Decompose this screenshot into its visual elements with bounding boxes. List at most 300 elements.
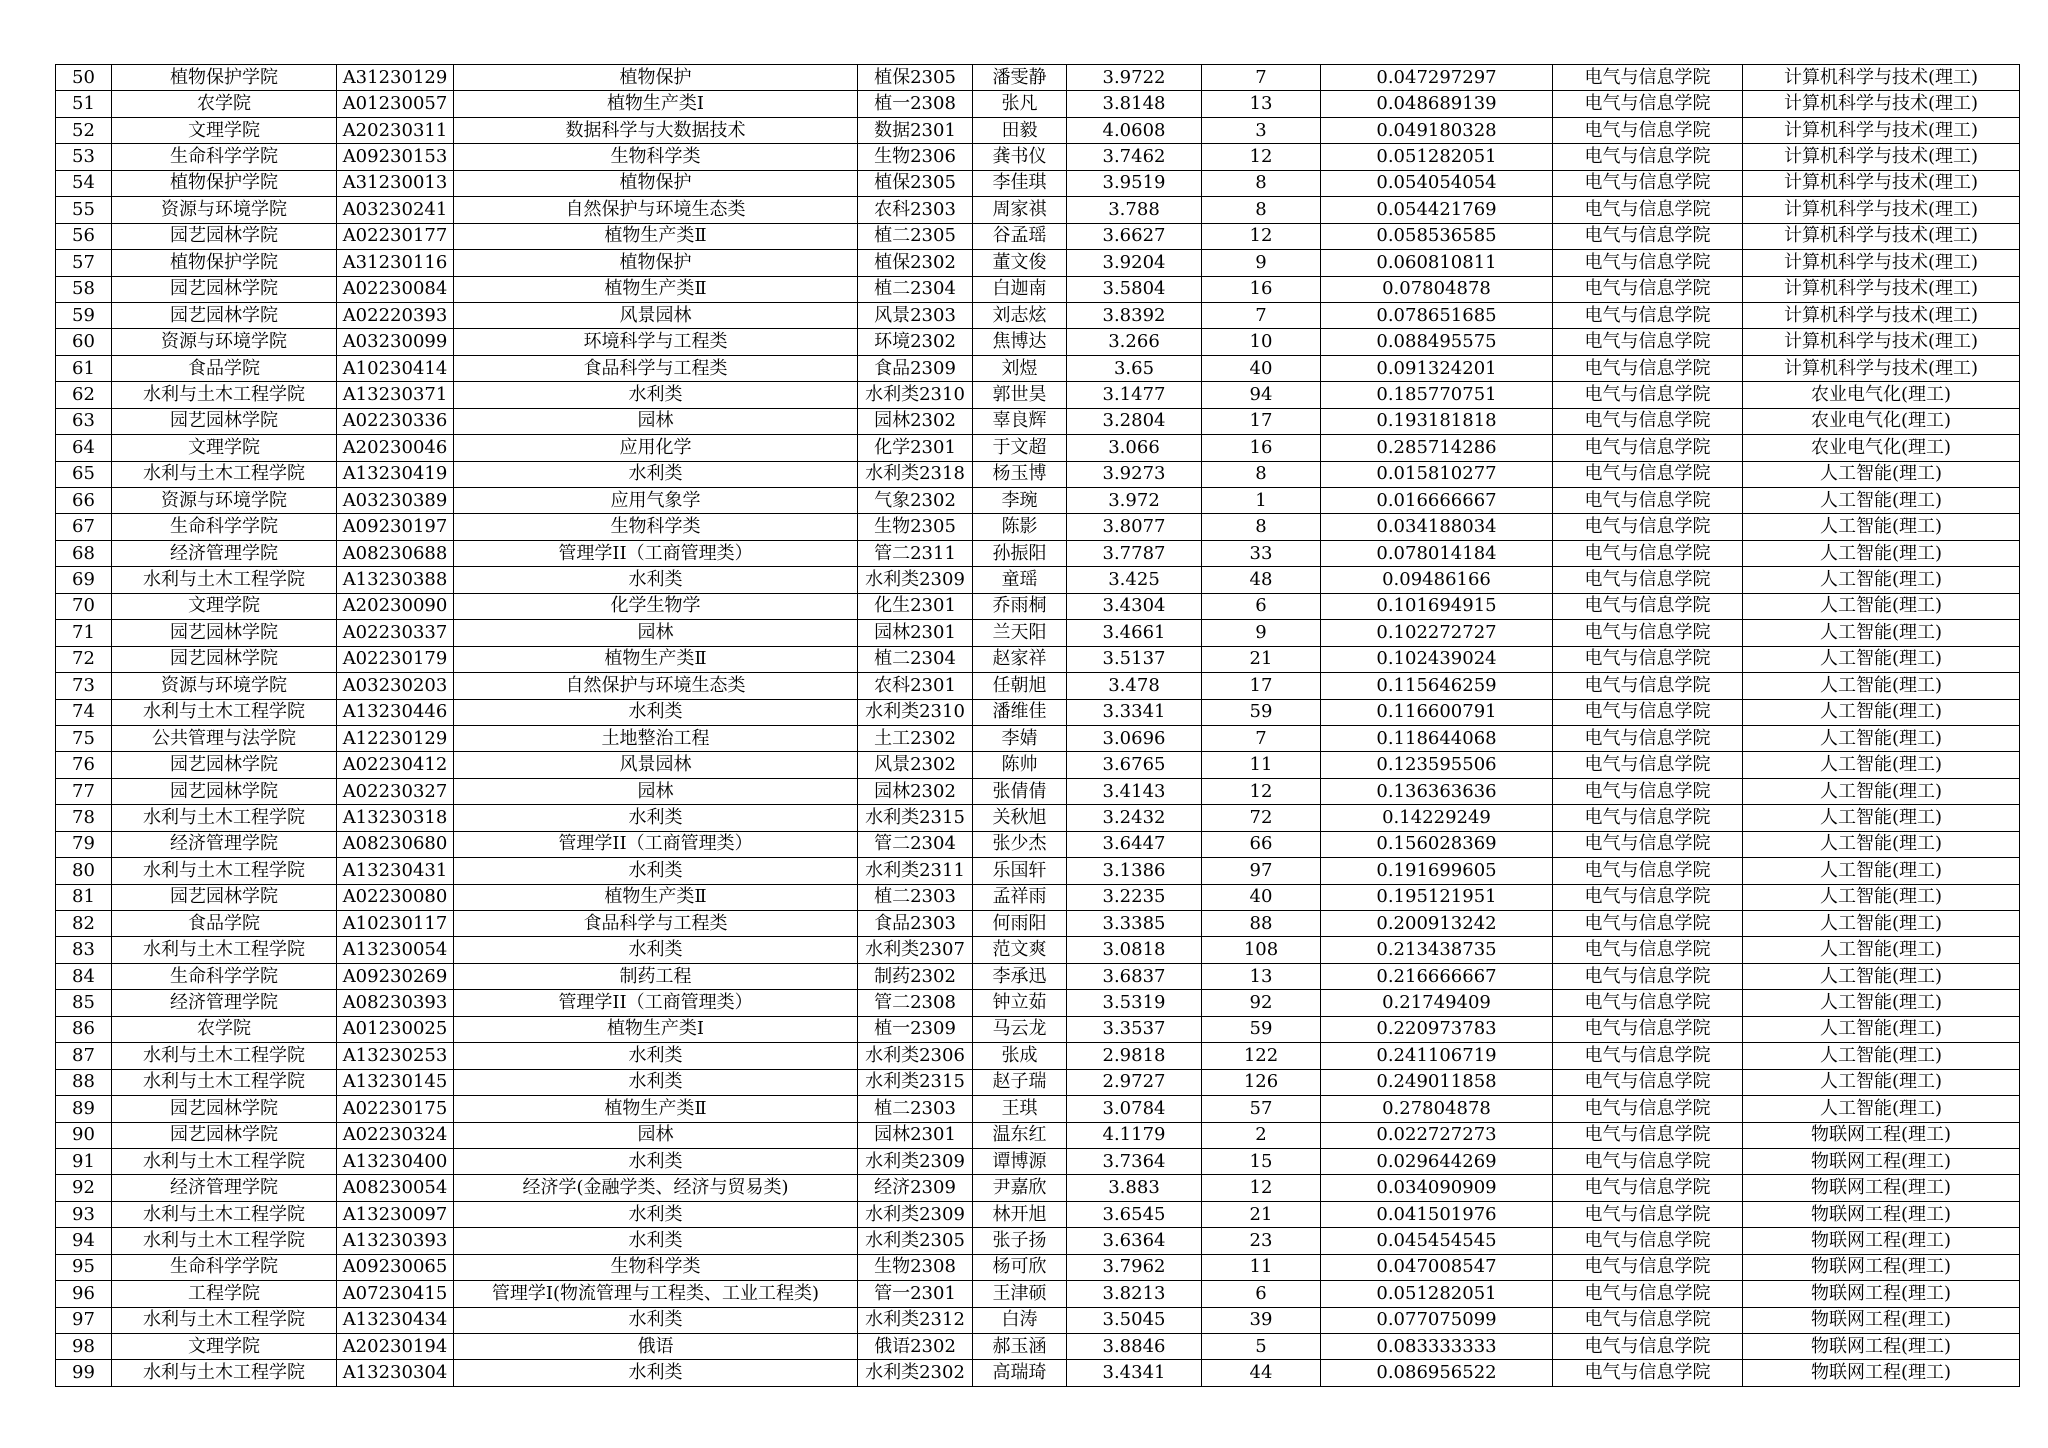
cell-gpa: 4.1179 <box>1067 1122 1202 1148</box>
cell-student-name: 李琬 <box>973 488 1067 514</box>
cell-student-name: 高瑞琦 <box>973 1360 1067 1386</box>
cell-class: 环境2302 <box>858 329 973 355</box>
cell-major: 生物科学类 <box>454 514 858 540</box>
cell-target-major: 计算机科学与技术(理工) <box>1743 65 2020 91</box>
cell-rank: 57 <box>1202 1096 1321 1122</box>
cell-college: 文理学院 <box>112 593 337 619</box>
cell-college: 食品学院 <box>112 911 337 937</box>
cell-student-id: A02220393 <box>337 302 454 328</box>
cell-college: 水利与土木工程学院 <box>112 1069 337 1095</box>
cell-major: 园林 <box>454 1122 858 1148</box>
cell-class: 食品2309 <box>858 355 973 381</box>
cell-gpa: 3.478 <box>1067 673 1202 699</box>
cell-major: 土地整治工程 <box>454 725 858 751</box>
cell-rank: 1 <box>1202 488 1321 514</box>
cell-target-college: 电气与信息学院 <box>1553 408 1743 434</box>
cell-rank-ratio: 0.083333333 <box>1321 1334 1553 1360</box>
cell-target-college: 电气与信息学院 <box>1553 884 1743 910</box>
cell-rank: 21 <box>1202 1201 1321 1227</box>
cell-rank: 2 <box>1202 1122 1321 1148</box>
cell-student-id: A13230097 <box>337 1201 454 1227</box>
cell-target-college: 电气与信息学院 <box>1553 435 1743 461</box>
cell-gpa: 3.7962 <box>1067 1254 1202 1280</box>
cell-student-name: 刘志炫 <box>973 302 1067 328</box>
cell-major: 水利类 <box>454 1043 858 1069</box>
table-row <box>56 937 2020 963</box>
cell-college: 植物保护学院 <box>112 65 337 91</box>
cell-gpa: 3.5045 <box>1067 1307 1202 1333</box>
cell-class: 生物2305 <box>858 514 973 540</box>
cell-row-number: 52 <box>56 117 112 143</box>
cell-row-number: 85 <box>56 990 112 1016</box>
cell-rank-ratio: 0.101694915 <box>1321 593 1553 619</box>
cell-major: 管理学II（工商管理类） <box>454 831 858 857</box>
cell-target-major: 人工智能(理工) <box>1743 461 2020 487</box>
cell-student-id: A02230179 <box>337 646 454 672</box>
table-row <box>56 699 2020 725</box>
cell-student-name: 兰天阳 <box>973 620 1067 646</box>
table-row <box>56 884 2020 910</box>
cell-rank-ratio: 0.078014184 <box>1321 540 1553 566</box>
cell-college: 园艺园林学院 <box>112 620 337 646</box>
cell-college: 水利与土木工程学院 <box>112 805 337 831</box>
cell-major: 水利类 <box>454 1201 858 1227</box>
cell-rank-ratio: 0.029644269 <box>1321 1148 1553 1174</box>
cell-rank: 16 <box>1202 276 1321 302</box>
cell-rank: 6 <box>1202 1281 1321 1307</box>
cell-major: 自然保护与环境生态类 <box>454 673 858 699</box>
cell-student-id: A13230304 <box>337 1360 454 1386</box>
cell-target-college: 电气与信息学院 <box>1553 1201 1743 1227</box>
cell-gpa: 3.0784 <box>1067 1096 1202 1122</box>
cell-student-id: A03230241 <box>337 197 454 223</box>
cell-student-name: 郭世昊 <box>973 382 1067 408</box>
cell-target-major: 计算机科学与技术(理工) <box>1743 250 2020 276</box>
cell-row-number: 61 <box>56 355 112 381</box>
cell-student-name: 马云龙 <box>973 1016 1067 1042</box>
cell-college: 园艺园林学院 <box>112 884 337 910</box>
cell-target-college: 电气与信息学院 <box>1553 646 1743 672</box>
cell-student-name: 乐国轩 <box>973 858 1067 884</box>
table-row <box>56 1096 2020 1122</box>
cell-target-major: 计算机科学与技术(理工) <box>1743 276 2020 302</box>
cell-student-name: 王津硕 <box>973 1281 1067 1307</box>
cell-target-college: 电气与信息学院 <box>1553 197 1743 223</box>
cell-gpa: 3.7787 <box>1067 540 1202 566</box>
cell-college: 水利与土木工程学院 <box>112 1307 337 1333</box>
cell-class: 植二2304 <box>858 276 973 302</box>
cell-major: 园林 <box>454 620 858 646</box>
cell-major: 应用化学 <box>454 435 858 461</box>
cell-class: 水利类2315 <box>858 805 973 831</box>
cell-target-major: 计算机科学与技术(理工) <box>1743 91 2020 117</box>
cell-student-id: A13230419 <box>337 461 454 487</box>
cell-class: 水利类2309 <box>858 1148 973 1174</box>
cell-gpa: 3.0696 <box>1067 725 1202 751</box>
cell-rank-ratio: 0.213438735 <box>1321 937 1553 963</box>
cell-college: 水利与土木工程学院 <box>112 461 337 487</box>
cell-target-major: 计算机科学与技术(理工) <box>1743 117 2020 143</box>
cell-student-id: A20230311 <box>337 117 454 143</box>
cell-student-name: 钟立茹 <box>973 990 1067 1016</box>
cell-student-id: A07230415 <box>337 1281 454 1307</box>
cell-class: 植保2305 <box>858 170 973 196</box>
cell-student-id: A13230371 <box>337 382 454 408</box>
cell-row-number: 73 <box>56 673 112 699</box>
cell-target-major: 人工智能(理工) <box>1743 1016 2020 1042</box>
cell-rank-ratio: 0.118644068 <box>1321 725 1553 751</box>
cell-major: 植物保护 <box>454 65 858 91</box>
cell-rank: 11 <box>1202 752 1321 778</box>
cell-gpa: 3.6364 <box>1067 1228 1202 1254</box>
cell-target-college: 电气与信息学院 <box>1553 1254 1743 1280</box>
cell-row-number: 74 <box>56 699 112 725</box>
cell-student-name: 于文超 <box>973 435 1067 461</box>
cell-rank-ratio: 0.060810811 <box>1321 250 1553 276</box>
cell-rank-ratio: 0.078651685 <box>1321 302 1553 328</box>
table-row <box>56 858 2020 884</box>
cell-row-number: 54 <box>56 170 112 196</box>
cell-class: 植二2305 <box>858 223 973 249</box>
cell-major: 食品科学与工程类 <box>454 911 858 937</box>
cell-student-name: 林开旭 <box>973 1201 1067 1227</box>
cell-class: 气象2302 <box>858 488 973 514</box>
cell-rank: 48 <box>1202 567 1321 593</box>
cell-rank-ratio: 0.241106719 <box>1321 1043 1553 1069</box>
cell-row-number: 97 <box>56 1307 112 1333</box>
cell-rank-ratio: 0.015810277 <box>1321 461 1553 487</box>
cell-rank-ratio: 0.048689139 <box>1321 91 1553 117</box>
cell-rank-ratio: 0.185770751 <box>1321 382 1553 408</box>
cell-row-number: 94 <box>56 1228 112 1254</box>
cell-college: 经济管理学院 <box>112 990 337 1016</box>
cell-gpa: 3.2235 <box>1067 884 1202 910</box>
table-row <box>56 646 2020 672</box>
cell-target-college: 电气与信息学院 <box>1553 1043 1743 1069</box>
cell-target-major: 计算机科学与技术(理工) <box>1743 144 2020 170</box>
cell-target-major: 人工智能(理工) <box>1743 699 2020 725</box>
cell-student-id: A13230253 <box>337 1043 454 1069</box>
cell-student-id: A02230084 <box>337 276 454 302</box>
cell-gpa: 3.266 <box>1067 329 1202 355</box>
cell-major: 俄语 <box>454 1334 858 1360</box>
cell-college: 水利与土木工程学院 <box>112 1043 337 1069</box>
table-row <box>56 1043 2020 1069</box>
cell-gpa: 3.1477 <box>1067 382 1202 408</box>
table-row <box>56 65 2020 91</box>
cell-student-id: A31230116 <box>337 250 454 276</box>
cell-major: 食品科学与工程类 <box>454 355 858 381</box>
cell-college: 水利与土木工程学院 <box>112 1360 337 1386</box>
cell-target-college: 电气与信息学院 <box>1553 1281 1743 1307</box>
cell-row-number: 92 <box>56 1175 112 1201</box>
cell-rank-ratio: 0.14229249 <box>1321 805 1553 831</box>
cell-rank: 3 <box>1202 117 1321 143</box>
cell-college: 经济管理学院 <box>112 540 337 566</box>
cell-target-major: 物联网工程(理工) <box>1743 1228 2020 1254</box>
cell-rank-ratio: 0.022727273 <box>1321 1122 1553 1148</box>
cell-student-name: 郝玉涵 <box>973 1334 1067 1360</box>
table-row <box>56 752 2020 778</box>
cell-student-name: 任朝旭 <box>973 673 1067 699</box>
cell-rank-ratio: 0.09486166 <box>1321 567 1553 593</box>
cell-student-name: 刘煜 <box>973 355 1067 381</box>
cell-target-college: 电气与信息学院 <box>1553 1096 1743 1122</box>
cell-rank-ratio: 0.058536585 <box>1321 223 1553 249</box>
cell-row-number: 71 <box>56 620 112 646</box>
cell-student-id: A13230431 <box>337 858 454 884</box>
cell-row-number: 63 <box>56 408 112 434</box>
cell-rank-ratio: 0.220973783 <box>1321 1016 1553 1042</box>
cell-target-college: 电气与信息学院 <box>1553 540 1743 566</box>
cell-gpa: 3.972 <box>1067 488 1202 514</box>
cell-student-name: 焦博达 <box>973 329 1067 355</box>
cell-student-name: 陈帅 <box>973 752 1067 778</box>
cell-target-college: 电气与信息学院 <box>1553 514 1743 540</box>
cell-class: 水利类2318 <box>858 461 973 487</box>
cell-gpa: 3.4341 <box>1067 1360 1202 1386</box>
cell-major: 水利类 <box>454 1069 858 1095</box>
cell-row-number: 99 <box>56 1360 112 1386</box>
cell-target-major: 物联网工程(理工) <box>1743 1122 2020 1148</box>
cell-target-college: 电气与信息学院 <box>1553 250 1743 276</box>
cell-rank: 12 <box>1202 1175 1321 1201</box>
cell-rank-ratio: 0.102439024 <box>1321 646 1553 672</box>
cell-major: 制药工程 <box>454 963 858 989</box>
cell-rank-ratio: 0.200913242 <box>1321 911 1553 937</box>
table-row <box>56 1307 2020 1333</box>
cell-target-college: 电气与信息学院 <box>1553 805 1743 831</box>
cell-row-number: 62 <box>56 382 112 408</box>
cell-rank: 94 <box>1202 382 1321 408</box>
cell-rank-ratio: 0.123595506 <box>1321 752 1553 778</box>
cell-row-number: 93 <box>56 1201 112 1227</box>
table-row <box>56 805 2020 831</box>
cell-row-number: 86 <box>56 1016 112 1042</box>
cell-gpa: 3.9519 <box>1067 170 1202 196</box>
table-row <box>56 276 2020 302</box>
cell-major: 应用气象学 <box>454 488 858 514</box>
cell-rank: 122 <box>1202 1043 1321 1069</box>
cell-row-number: 57 <box>56 250 112 276</box>
cell-class: 水利类2309 <box>858 1201 973 1227</box>
cell-major: 水利类 <box>454 1228 858 1254</box>
cell-student-id: A02230337 <box>337 620 454 646</box>
cell-rank-ratio: 0.115646259 <box>1321 673 1553 699</box>
cell-rank: 15 <box>1202 1148 1321 1174</box>
cell-rank: 108 <box>1202 937 1321 963</box>
cell-target-major: 人工智能(理工) <box>1743 778 2020 804</box>
cell-target-major: 物联网工程(理工) <box>1743 1175 2020 1201</box>
cell-gpa: 3.6627 <box>1067 223 1202 249</box>
cell-class: 水利类2309 <box>858 567 973 593</box>
cell-target-major: 人工智能(理工) <box>1743 884 2020 910</box>
cell-student-id: A09230065 <box>337 1254 454 1280</box>
cell-class: 经济2309 <box>858 1175 973 1201</box>
cell-student-name: 孙振阳 <box>973 540 1067 566</box>
cell-college: 植物保护学院 <box>112 250 337 276</box>
cell-major: 水利类 <box>454 1360 858 1386</box>
cell-target-college: 电气与信息学院 <box>1553 778 1743 804</box>
cell-class: 化生2301 <box>858 593 973 619</box>
cell-rank: 16 <box>1202 435 1321 461</box>
table-row <box>56 1360 2020 1386</box>
cell-target-college: 电气与信息学院 <box>1553 461 1743 487</box>
cell-rank: 9 <box>1202 620 1321 646</box>
cell-target-college: 电气与信息学院 <box>1553 1175 1743 1201</box>
cell-row-number: 70 <box>56 593 112 619</box>
cell-gpa: 3.425 <box>1067 567 1202 593</box>
table-row <box>56 778 2020 804</box>
cell-gpa: 3.3537 <box>1067 1016 1202 1042</box>
table-row <box>56 302 2020 328</box>
cell-row-number: 89 <box>56 1096 112 1122</box>
cell-student-id: A09230269 <box>337 963 454 989</box>
cell-major: 管理学Ⅰ(物流管理与工程类、工业工程类) <box>454 1281 858 1307</box>
cell-college: 植物保护学院 <box>112 170 337 196</box>
cell-row-number: 72 <box>56 646 112 672</box>
cell-rank: 8 <box>1202 197 1321 223</box>
cell-class: 农科2303 <box>858 197 973 223</box>
cell-rank-ratio: 0.07804878 <box>1321 276 1553 302</box>
cell-student-name: 张凡 <box>973 91 1067 117</box>
cell-college: 园艺园林学院 <box>112 646 337 672</box>
cell-gpa: 3.0818 <box>1067 937 1202 963</box>
cell-student-id: A31230013 <box>337 170 454 196</box>
cell-student-id: A08230054 <box>337 1175 454 1201</box>
cell-rank: 40 <box>1202 884 1321 910</box>
cell-target-major: 计算机科学与技术(理工) <box>1743 302 2020 328</box>
cell-major: 经济学(金融学类、经济与贸易类) <box>454 1175 858 1201</box>
table-row <box>56 435 2020 461</box>
cell-rank-ratio: 0.086956522 <box>1321 1360 1553 1386</box>
cell-target-major: 人工智能(理工) <box>1743 620 2020 646</box>
cell-target-college: 电气与信息学院 <box>1553 593 1743 619</box>
cell-row-number: 78 <box>56 805 112 831</box>
cell-target-major: 计算机科学与技术(理工) <box>1743 329 2020 355</box>
cell-student-id: A02230412 <box>337 752 454 778</box>
table-row <box>56 117 2020 143</box>
cell-rank-ratio: 0.034090909 <box>1321 1175 1553 1201</box>
table-row <box>56 408 2020 434</box>
cell-student-id: A02230336 <box>337 408 454 434</box>
cell-class: 植保2305 <box>858 65 973 91</box>
cell-major: 水利类 <box>454 805 858 831</box>
cell-major: 风景园林 <box>454 752 858 778</box>
table-row <box>56 540 2020 566</box>
cell-rank: 126 <box>1202 1069 1321 1095</box>
cell-row-number: 67 <box>56 514 112 540</box>
cell-row-number: 55 <box>56 197 112 223</box>
cell-rank-ratio: 0.249011858 <box>1321 1069 1553 1095</box>
cell-target-college: 电气与信息学院 <box>1553 223 1743 249</box>
cell-target-college: 电气与信息学院 <box>1553 382 1743 408</box>
cell-gpa: 3.8077 <box>1067 514 1202 540</box>
cell-gpa: 3.2432 <box>1067 805 1202 831</box>
cell-target-college: 电气与信息学院 <box>1553 329 1743 355</box>
cell-rank-ratio: 0.049180328 <box>1321 117 1553 143</box>
cell-college: 水利与土木工程学院 <box>112 1148 337 1174</box>
cell-target-college: 电气与信息学院 <box>1553 170 1743 196</box>
cell-major: 植物保护 <box>454 170 858 196</box>
cell-gpa: 2.9818 <box>1067 1043 1202 1069</box>
cell-target-college: 电气与信息学院 <box>1553 355 1743 381</box>
cell-college: 经济管理学院 <box>112 831 337 857</box>
cell-class: 管一2301 <box>858 1281 973 1307</box>
cell-target-college: 电气与信息学院 <box>1553 831 1743 857</box>
cell-college: 园艺园林学院 <box>112 752 337 778</box>
cell-student-name: 尹嘉欣 <box>973 1175 1067 1201</box>
cell-student-id: A08230680 <box>337 831 454 857</box>
cell-rank-ratio: 0.077075099 <box>1321 1307 1553 1333</box>
cell-target-college: 电气与信息学院 <box>1553 567 1743 593</box>
cell-rank-ratio: 0.193181818 <box>1321 408 1553 434</box>
cell-gpa: 3.8846 <box>1067 1334 1202 1360</box>
cell-target-major: 人工智能(理工) <box>1743 1069 2020 1095</box>
cell-college: 水利与土木工程学院 <box>112 382 337 408</box>
table-row <box>56 197 2020 223</box>
cell-target-college: 电气与信息学院 <box>1553 911 1743 937</box>
cell-class: 植二2303 <box>858 1096 973 1122</box>
cell-target-college: 电气与信息学院 <box>1553 963 1743 989</box>
cell-college: 园艺园林学院 <box>112 1096 337 1122</box>
cell-row-number: 80 <box>56 858 112 884</box>
cell-rank: 8 <box>1202 514 1321 540</box>
cell-rank: 33 <box>1202 540 1321 566</box>
cell-target-major: 物联网工程(理工) <box>1743 1201 2020 1227</box>
table-row <box>56 831 2020 857</box>
cell-rank: 7 <box>1202 65 1321 91</box>
cell-student-id: A03230389 <box>337 488 454 514</box>
cell-student-name: 王琪 <box>973 1096 1067 1122</box>
cell-college: 园艺园林学院 <box>112 223 337 249</box>
cell-rank-ratio: 0.047297297 <box>1321 65 1553 91</box>
cell-target-major: 人工智能(理工) <box>1743 990 2020 1016</box>
table-row <box>56 1228 2020 1254</box>
cell-student-id: A13230388 <box>337 567 454 593</box>
cell-college: 生命科学学院 <box>112 514 337 540</box>
cell-class: 园林2302 <box>858 408 973 434</box>
cell-gpa: 3.7462 <box>1067 144 1202 170</box>
table-row <box>56 725 2020 751</box>
cell-rank-ratio: 0.088495575 <box>1321 329 1553 355</box>
cell-class: 土工2302 <box>858 725 973 751</box>
cell-target-major: 物联网工程(理工) <box>1743 1334 2020 1360</box>
cell-student-name: 潘维佳 <box>973 699 1067 725</box>
cell-rank: 7 <box>1202 302 1321 328</box>
cell-row-number: 68 <box>56 540 112 566</box>
cell-student-id: A01230057 <box>337 91 454 117</box>
cell-gpa: 3.5319 <box>1067 990 1202 1016</box>
cell-class: 管二2304 <box>858 831 973 857</box>
cell-row-number: 91 <box>56 1148 112 1174</box>
cell-gpa: 3.1386 <box>1067 858 1202 884</box>
table-row <box>56 1201 2020 1227</box>
cell-target-major: 人工智能(理工) <box>1743 937 2020 963</box>
cell-college: 资源与环境学院 <box>112 197 337 223</box>
cell-class: 园林2301 <box>858 620 973 646</box>
cell-student-name: 关秋旭 <box>973 805 1067 831</box>
table-row <box>56 1334 2020 1360</box>
table-row <box>56 1148 2020 1174</box>
cell-student-id: A08230393 <box>337 990 454 1016</box>
table-row <box>56 223 2020 249</box>
cell-class: 制药2302 <box>858 963 973 989</box>
cell-student-id: A09230153 <box>337 144 454 170</box>
cell-target-college: 电气与信息学院 <box>1553 65 1743 91</box>
cell-student-name: 白涛 <box>973 1307 1067 1333</box>
cell-class: 植二2303 <box>858 884 973 910</box>
